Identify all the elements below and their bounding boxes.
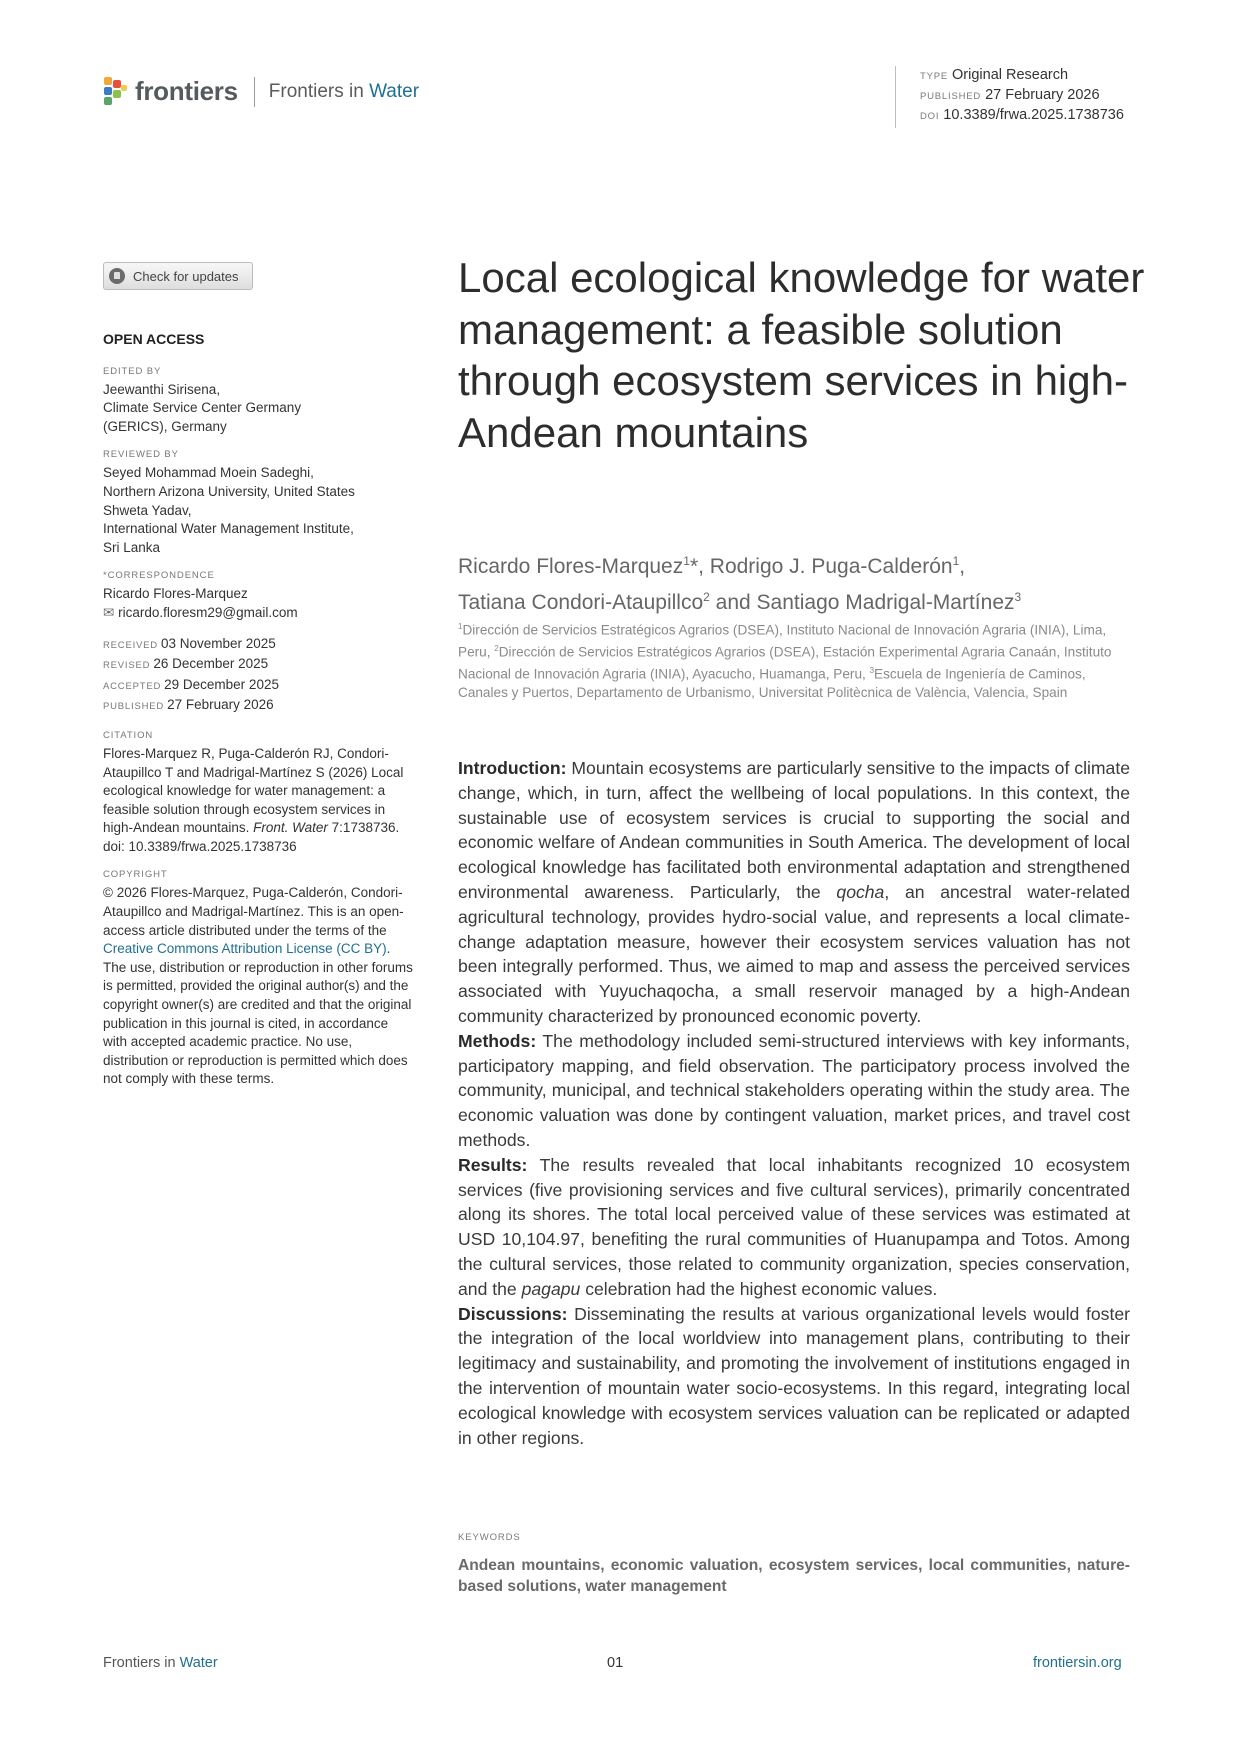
sidebar (103, 330, 413, 1101)
citation-journal: Front. Water (253, 820, 328, 836)
reviewed-by-label: REVIEWED BY (103, 449, 179, 461)
cc-by-link[interactable]: Creative Commons Attribution License (CC BY) (103, 941, 387, 957)
keywords: Andean mountains, economic valuation, ecosystem services, local communities, nature-based solutions, water management (458, 1557, 1130, 1595)
editor-line: (GERICS), Germany (103, 418, 227, 434)
footer-journal[interactable]: Frontiers in Water (103, 1655, 218, 1671)
author-name[interactable]: Santiago Madrigal-Martínez (756, 591, 1015, 614)
footer-site-link[interactable]: frontiersin.org (1033, 1655, 1122, 1671)
doi-value[interactable]: 10.3389/frwa.2025.1738736 (943, 107, 1124, 123)
published-value: 27 February 2026 (985, 87, 1100, 103)
article-meta (920, 66, 1124, 126)
abstract-introduction: Introduction: Mountain ecosystems are particularly sensitive to the impacts of climate change, which, in turn, affect the wellbeing of local populations. In this context, the sustainable use of ecosystem services is crucial to supporting the social and economic welfare of Andean communities in South America. The development of local ecological knowledge has facilitated both environmental adaptation and strengthened environmental awareness. Particularly, the qocha, an ancestral water-related agricultural technology, provides hydro-social value, and represents a local climate-change adaptation measure, however their ecosystem services valuation has not been integrally performed. Thus, we aimed to map and assess the perceived services associated with Yuyuchaqocha, a small reservoir managed by a high-Andean community characterized by pronounced economic poverty. (458, 758, 1131, 1026)
dates-block (103, 635, 413, 717)
edited-by-label: EDITED BY (103, 365, 162, 377)
citation-label: CITATION (103, 729, 154, 741)
journal-accent: Water (369, 80, 420, 102)
author-list: Ricardo Flores-Marquez$^1$*, Rodrigo J. Puga-Calderón$^1$, Tatiana Condori-Ataupillco$^2$ and Santiago Madrigal-Martínez$^3$ (458, 554, 1022, 614)
journal-prefix: Frontiers in (268, 80, 364, 102)
reviewer-line: Shweta Yadav, (103, 502, 192, 518)
citation-block (103, 729, 413, 857)
citation-volume: 7:1738736. (331, 820, 400, 836)
date-accepted: ACCEPTED 29 December 2025 (103, 676, 279, 692)
type-label: TYPE (920, 71, 949, 82)
reviewed-by-block (103, 448, 413, 557)
copyright-text: © 2026 Flores-Marquez, Puga-Calderón, Condori-Ataupillco and Madrigal-Martínez. This is an open-access article distributed under the terms of the Creative Commons Attribution License (CC BY). The use, distribution or reproduction in other forums is permitted, provided the original author(s) and the copyright owner(s) are credited and that the original publication in this journal is cited, in accordance with accepted academic practice. No use, distribution or reproduction is permitted which does not comply with these terms. (103, 885, 413, 1087)
abstract-methods: Methods: The methodology included semi-structured interviews with key informants, participatory mapping, and field observation. The participatory process involved the community, municipal, and technical stakeholders operating within the study area. The economic valuation was done by contingent valuation, market prices, and travel cost methods. (458, 1030, 1130, 1150)
correspondence-email-row[interactable] (103, 604, 413, 623)
logo-divider (254, 77, 255, 107)
affiliations: $^1$Dirección de Servicios Estratégicos Agrarios (DSEA), Instituto Nacional de Innovación Agraria (INIA), Lima, Peru, $^2$Dirección de Servicios Estratégicos Agrarios (DSEA), Estación Experimental Agraria Canaán, Instituto Nacional de Innovación Agraria (INIA), Ayacucho, Huamanga, Peru, $^3$Escuela de Ingeniería de Caminos, Canales y Puertos, Departamento de Urbanismo, Universitat Politècnica de València, Valencia, Spain (458, 622, 1112, 701)
frontiers-logo-icon (103, 77, 129, 107)
open-access-label: OPEN ACCESS (103, 331, 205, 347)
citation-doi: doi: 10.3389/frwa.2025.1738736 (103, 838, 297, 854)
date-published: PUBLISHED 27 February 2026 (103, 697, 274, 713)
citation-text: Flores-Marquez R, Puga-Calderón RJ, Condori-Ataupillco T and Madrigal-Martínez S (2026) Local ecological knowledge for water management: a feasible solution through ecosystem services in high-Andean mountains. Front. Water 7:1738736. doi: 10.3389/frwa.2025.1738736 (103, 745, 404, 854)
type-value: Original Research (952, 67, 1069, 83)
date-revised: REVISED 26 December 2025 (103, 656, 269, 672)
page-number: 01 (607, 1655, 624, 1671)
logo-wordmark: frontiers (135, 76, 238, 106)
frontiers-logo[interactable] (103, 76, 419, 107)
abstract-discussions: Discussions: Disseminating the results at various organizational levels would foster the integration of the local worldview into management plans, contributing to their legitimacy and sustainability, and promoting the involvement of institutions engaged in the intervention of mountain water socio-ecosystems. In this regard, integrating local ecological knowledge with ecosystem services valuation can be replicated or adapted in other regions. (458, 1303, 1130, 1448)
author-name[interactable]: Tatiana Condori-Ataupillco (458, 591, 704, 614)
editor-line: Jeewanthi Sirisena, (103, 381, 221, 397)
check-for-updates-button[interactable] (103, 262, 253, 290)
check-for-updates-label: Check for updates (133, 268, 239, 284)
abstract-results: Results: The results revealed that local inhabitants recognized 10 ecosystem services (five provisioning services and five cultural services), primarily concentrated along its shores. The total local perceived value of these services was estimated at USD 10,104.97, benefiting the rural communities of Huanupampa and Totos. Among the cultural services, those related to community organization, species conservation, and the pagapu celebration had the highest economic values. (458, 1154, 1130, 1299)
article-title: Local ecological knowledge for water management: a feasible solution through ecosystem services in high-Andean mountains (458, 254, 1145, 456)
abstract (458, 756, 1130, 1450)
date-received: RECEIVED 03 November 2025 (103, 635, 276, 651)
author-name[interactable]: Ricardo Flores-Marquez (458, 555, 684, 578)
doi-label: DOI (920, 111, 940, 122)
edited-by-block (103, 365, 413, 437)
copyright-block (103, 868, 413, 1089)
reviewer-line: International Water Management Institute, (103, 521, 354, 537)
correspondence-label: *CORRESPONDENCE (103, 570, 215, 582)
envelope-icon: ✉ (103, 604, 115, 620)
reviewer-line: Northern Arizona University, United States (103, 483, 355, 499)
keywords-label: KEYWORDS (458, 1532, 521, 1543)
correspondence-block (103, 569, 413, 622)
correspondence-email[interactable]: ricardo.floresm29@gmail.com (118, 604, 298, 620)
author-name[interactable]: Rodrigo J. Puga-Calderón (709, 555, 953, 578)
editor-line: Climate Service Center Germany (103, 400, 302, 416)
meta-divider (895, 66, 896, 128)
reviewer-line: Seyed Mohammad Moein Sadeghi, (103, 465, 314, 481)
journal-name[interactable] (269, 81, 419, 103)
bookmark-icon (109, 268, 125, 284)
reviewer-line: Sri Lanka (103, 539, 161, 555)
correspondence-name: Ricardo Flores-Marquez (103, 586, 248, 602)
published-label: PUBLISHED (920, 91, 982, 102)
copyright-label: COPYRIGHT (103, 869, 168, 881)
